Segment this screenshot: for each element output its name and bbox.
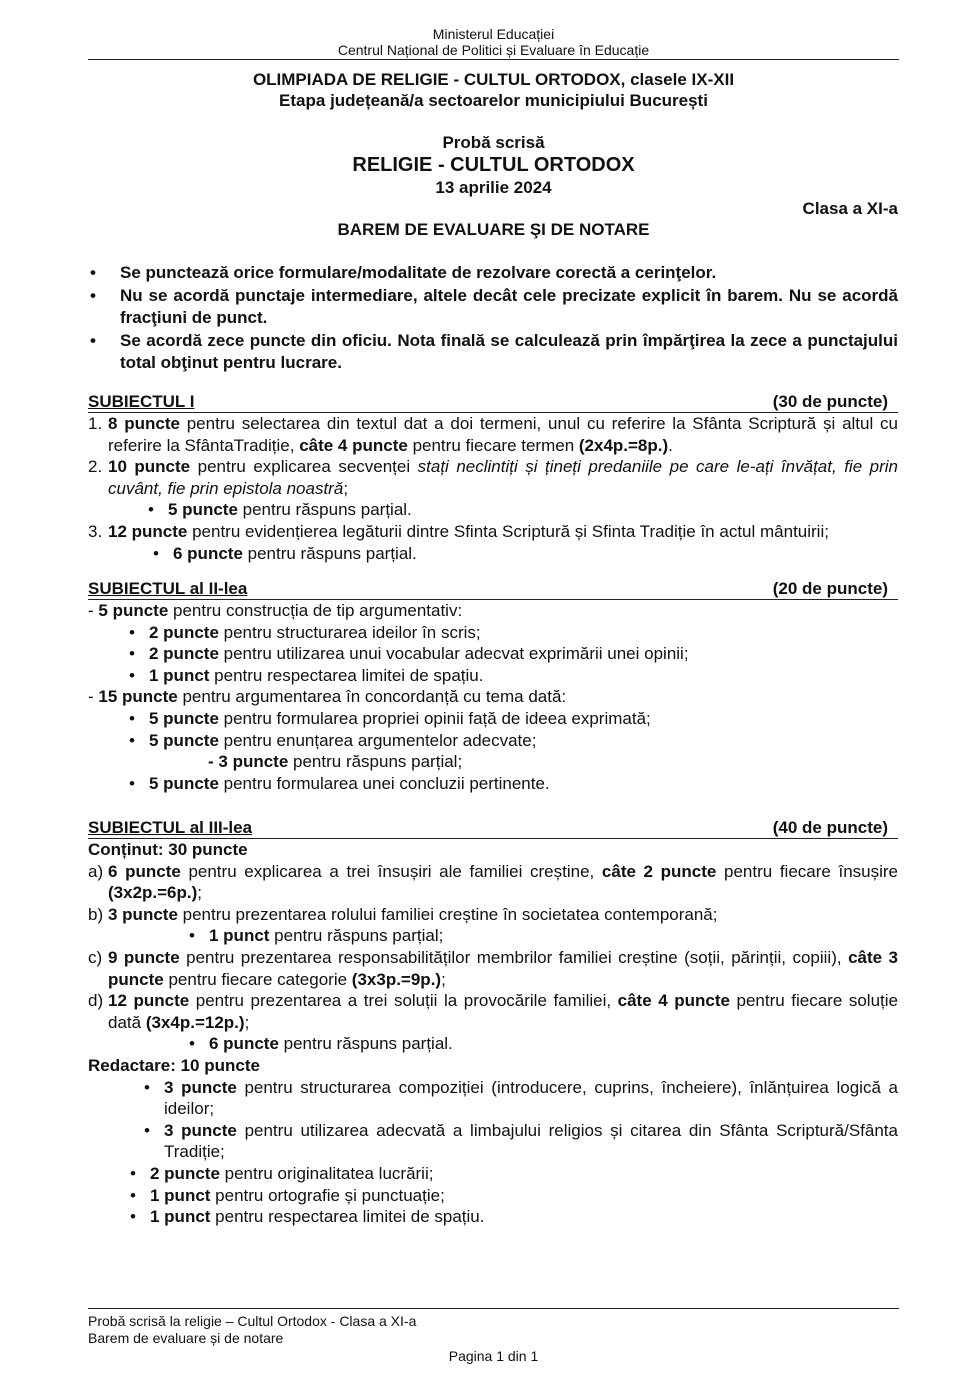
class-label: Clasa a XI-a [802, 199, 898, 218]
s3-redact-item-1 [164, 1077, 898, 1120]
s3-redact-heading: Redactare: 10 puncte [88, 1055, 260, 1075]
s1-item-1-formula: (2x4p.=8p.) [578, 435, 669, 455]
s2-a-item-2-text: pentru utilizarea unui vocabular adecvat exprimării unei opinii; [218, 644, 689, 664]
s3-item-d-points: 12 puncte [108, 991, 190, 1011]
s2-a-item-1 [149, 622, 898, 644]
page-number: Pagina 1 din 1 [448, 1348, 539, 1364]
footer-line-1: Probă scrisă la religie – Cultul Ortodox - Clasa a XI-a [88, 1313, 417, 1329]
s3-item-d [88, 990, 898, 1033]
olympiad-title: OLIMPIADA DE RELIGIE - CULTUL ORTODOX, clasele IX-XII [252, 70, 735, 89]
barem-title: BAREM DE EVALUARE ŞI DE NOTARE [337, 220, 650, 239]
s3-item-c-each: câte 3 puncte [108, 947, 899, 989]
s2-b-item-3-points: 5 puncte [149, 773, 219, 793]
s3-item-a-points: 6 puncte [108, 861, 181, 881]
s1-item-3-partial-points: 6 puncte [173, 543, 243, 563]
s3-item-a-text: pentru explicarea a trei însușiri ale familiei creștine, [180, 861, 602, 881]
subject-2-heading [88, 578, 898, 599]
s1-item-2-partial [168, 499, 898, 521]
s3-item-b-partial-points: 1 punct [209, 926, 270, 946]
s2-part-b-points: 15 puncte [98, 687, 178, 707]
s3-item-c-points: 9 puncte [108, 947, 180, 967]
s3-item-a-letter: a) [88, 861, 104, 881]
s3-item-d-letter: d) [88, 991, 104, 1011]
rule-item: • Nu se acordă punctaje intermediare, altele decât cele precizate explicit în barem. Nu se acordă fracţiuni de punct. [88, 285, 898, 330]
subject-1 [88, 391, 898, 564]
s1-item-3-number: 3. [88, 521, 103, 541]
s1-item-1-end: . [668, 435, 673, 455]
subject-3-heading [88, 817, 898, 838]
s3-item-b-partial-text: pentru răspuns parțial; [269, 926, 444, 946]
s3-item-d-partial-text: pentru răspuns parțial. [278, 1034, 453, 1054]
s3-item-c [88, 947, 898, 990]
s2-a-item-2-points: 2 puncte [149, 644, 219, 664]
s2-b-item-2-partial-dash: - [208, 752, 219, 772]
rule-item: • Se acordă zece puncte din oficiu. Nota finală se calculează prin împărţirea la zece a punctajului total obţinut pentru lucrare. [88, 330, 898, 375]
s3-item-d-partial [209, 1033, 898, 1055]
exam-type: Probă scrisă [442, 133, 545, 152]
subject-3-title: SUBIECTUL al III-lea [88, 818, 253, 837]
s2-part-b-dash: - [88, 687, 99, 707]
s2-b-item-1-text: pentru formularea propriei opinii față de ideea exprimată; [218, 708, 651, 728]
subject-3 [88, 817, 898, 1228]
s3-redact-item-3 [150, 1163, 898, 1185]
center-name: Centrul Național de Politici și Evaluare în Educație [337, 42, 650, 58]
subject-2-points: (20 de puncte) [772, 579, 888, 598]
s3-redact-item-5-text: pentru respectarea limitei de spațiu. [210, 1207, 485, 1227]
s3-item-a-end: ; [197, 883, 203, 903]
s3-redact-item-4-text: pentru ortografie și punctuație; [210, 1185, 445, 1205]
s3-redact-item-2 [164, 1120, 898, 1163]
s2-part-b-text: pentru argumentarea în concordanță cu tema dată: [177, 687, 567, 707]
s2-a-item-1-text: pentru structurarea ideilor în scris; [218, 622, 481, 642]
s1-item-1-points: 8 puncte [108, 414, 180, 433]
s2-b-item-2-partial-points: 3 puncte [218, 752, 289, 772]
s1-item-3 [88, 521, 898, 543]
s2-b-item-1 [149, 708, 898, 730]
subject-1-points: (30 de puncte) [772, 392, 888, 411]
s2-part-a-points: 5 puncte [98, 601, 169, 620]
s1-item-3-points: 12 puncte [108, 521, 188, 541]
s3-redact-item-2-points: 3 puncte [164, 1120, 237, 1140]
s1-item-2-partial-points: 5 puncte [168, 500, 238, 520]
s1-item-2-text: pentru explicarea secvenței [190, 457, 418, 477]
s2-a-item-3-text: pentru respectarea limitei de spațiu. [209, 665, 484, 685]
s3-item-d-text-2: pentru fiecare soluție dată [108, 991, 898, 1032]
s2-b-item-3-text: pentru formularea unei concluzii pertinente. [218, 773, 550, 793]
s3-redact-item-4 [150, 1185, 898, 1207]
general-rules [88, 262, 898, 375]
s3-redact-item-5 [150, 1206, 898, 1228]
s1-item-1 [88, 413, 898, 456]
s3-item-a [88, 861, 898, 904]
s3-item-c-letter: c) [88, 947, 103, 967]
s2-b-item-2-text: pentru enunțarea argumentelor adecvate; [218, 730, 537, 750]
s2-a-item-2 [149, 643, 898, 665]
s1-item-2-points: 10 puncte [108, 457, 191, 477]
s1-item-2-quote: stați neclintiți și țineți predaniile pe care le-ați învățat, fie prin cuvânt, fie prin epistola noastră [108, 457, 898, 498]
s2-a-item-3 [149, 665, 898, 687]
s3-item-d-each: câte 4 puncte [617, 991, 730, 1011]
s3-item-b-points: 3 puncte [108, 904, 178, 924]
s2-a-item-1-points: 2 puncte [149, 622, 219, 642]
s3-item-d-text: pentru prezentarea a trei soluții la provocările familiei, [189, 991, 618, 1011]
s1-item-3-partial [173, 543, 898, 565]
s3-item-b [88, 904, 898, 926]
s3-item-b-partial [209, 925, 898, 947]
s2-b-item-2 [149, 730, 898, 752]
footer-rule [88, 1308, 899, 1309]
subject-1-heading [88, 391, 898, 412]
s3-item-a-text-2: pentru fiecare însușire [716, 861, 899, 881]
s3-redact-item-1-text: pentru structurarea compoziției (introducere, cuprins, încheiere), înlănțuirea logică a ideilor; [164, 1077, 898, 1119]
s1-item-1-text-2: pentru fiecare termen [407, 435, 579, 455]
s3-item-c-text-2: pentru fiecare categorie [163, 969, 352, 989]
s3-item-d-partial-points: 6 puncte [209, 1034, 279, 1054]
s2-b-item-2-points: 5 puncte [149, 730, 219, 750]
subject-title: RELIGIE - CULTUL ORTODOX [352, 154, 635, 176]
s1-item-2-number: 2. [88, 457, 103, 477]
s3-redact-item-4-points: 1 punct [150, 1185, 211, 1205]
s2-a-item-3-points: 1 punct [149, 665, 210, 685]
s1-item-1-text: pentru selectarea din textul dat a doi termeni, unul cu referire la Sfânta Scriptură și altul cu referire la SfântaTradiție, [108, 414, 898, 455]
s3-item-a-each: câte 2 puncte [601, 861, 717, 881]
s2-part-a-text: pentru construcția de tip argumentativ: [168, 601, 463, 620]
s1-item-1-each: câte 4 puncte [299, 435, 408, 455]
s3-item-d-end: ; [244, 1012, 250, 1032]
s2-b-item-3 [149, 773, 898, 795]
s1-item-3-partial-text: pentru răspuns parțial. [242, 543, 417, 563]
subject-3-points: (40 de puncte) [772, 818, 888, 837]
header-rule [88, 59, 899, 60]
s3-redact-item-1-points: 3 puncte [164, 1077, 237, 1097]
ministry-name: Ministerul Educației [432, 26, 555, 42]
s3-item-c-end: ; [441, 969, 446, 989]
s1-item-1-number: 1. [88, 414, 103, 433]
s3-item-b-letter: b) [88, 904, 104, 924]
s2-part-a-dash: - [88, 601, 99, 620]
s3-item-a-formula: (3x2p.=6p.) [108, 883, 198, 903]
s3-item-b-text: pentru prezentarea rolului familiei creștine în societatea contemporană; [177, 904, 718, 924]
s1-item-2-partial-text: pentru răspuns parțial. [237, 500, 412, 520]
s3-redact-item-2-text: pentru utilizarea adecvată a limbajului religios și citarea din Sfânta Scriptură/Sfânta Tradiție; [164, 1120, 898, 1162]
s3-item-d-formula: (3x4p.=12p.) [145, 1012, 245, 1032]
subject-2 [88, 578, 898, 794]
s1-item-3-text: pentru evidențierea legăturii dintre Sfinta Scriptură și Sfinta Tradiție în actul mântuirii; [187, 521, 829, 541]
s1-item-2-end: ; [343, 478, 349, 498]
subject-2-title: SUBIECTUL al II-lea [88, 579, 248, 598]
s3-redact-item-5-points: 1 punct [150, 1207, 211, 1227]
s3-redact-item-3-points: 2 puncte [150, 1163, 220, 1183]
s2-b-item-1-points: 5 puncte [149, 708, 219, 728]
exam-date: 13 aprilie 2024 [435, 178, 552, 197]
s2-part-b [88, 686, 898, 708]
s3-item-c-text: pentru prezentarea responsabilităților membrilor familiei creștine (soții, părinții, copiii), [179, 947, 849, 967]
s2-part-a [88, 600, 898, 622]
s2-b-item-2-partial-text: pentru răspuns parțial; [288, 752, 463, 772]
stage-title: Etapa județeană/a sectoarelor municipiului București [279, 91, 708, 110]
s3-content-heading: Conținut: 30 puncte [88, 840, 248, 859]
s1-item-2 [88, 456, 898, 499]
footer-line-2: Barem de evaluare și de notare [88, 1330, 284, 1346]
s2-b-item-2-partial [208, 751, 898, 773]
s3-item-c-formula: (3x3p.=9p.) [351, 969, 442, 989]
s3-redact-item-3-text: pentru originalitatea lucrării; [219, 1163, 434, 1183]
subject-1-title: SUBIECTUL I [88, 392, 195, 411]
rule-item: • Se punctează orice formulare/modalitate de rezolvare corectă a cerinţelor. [88, 262, 898, 285]
